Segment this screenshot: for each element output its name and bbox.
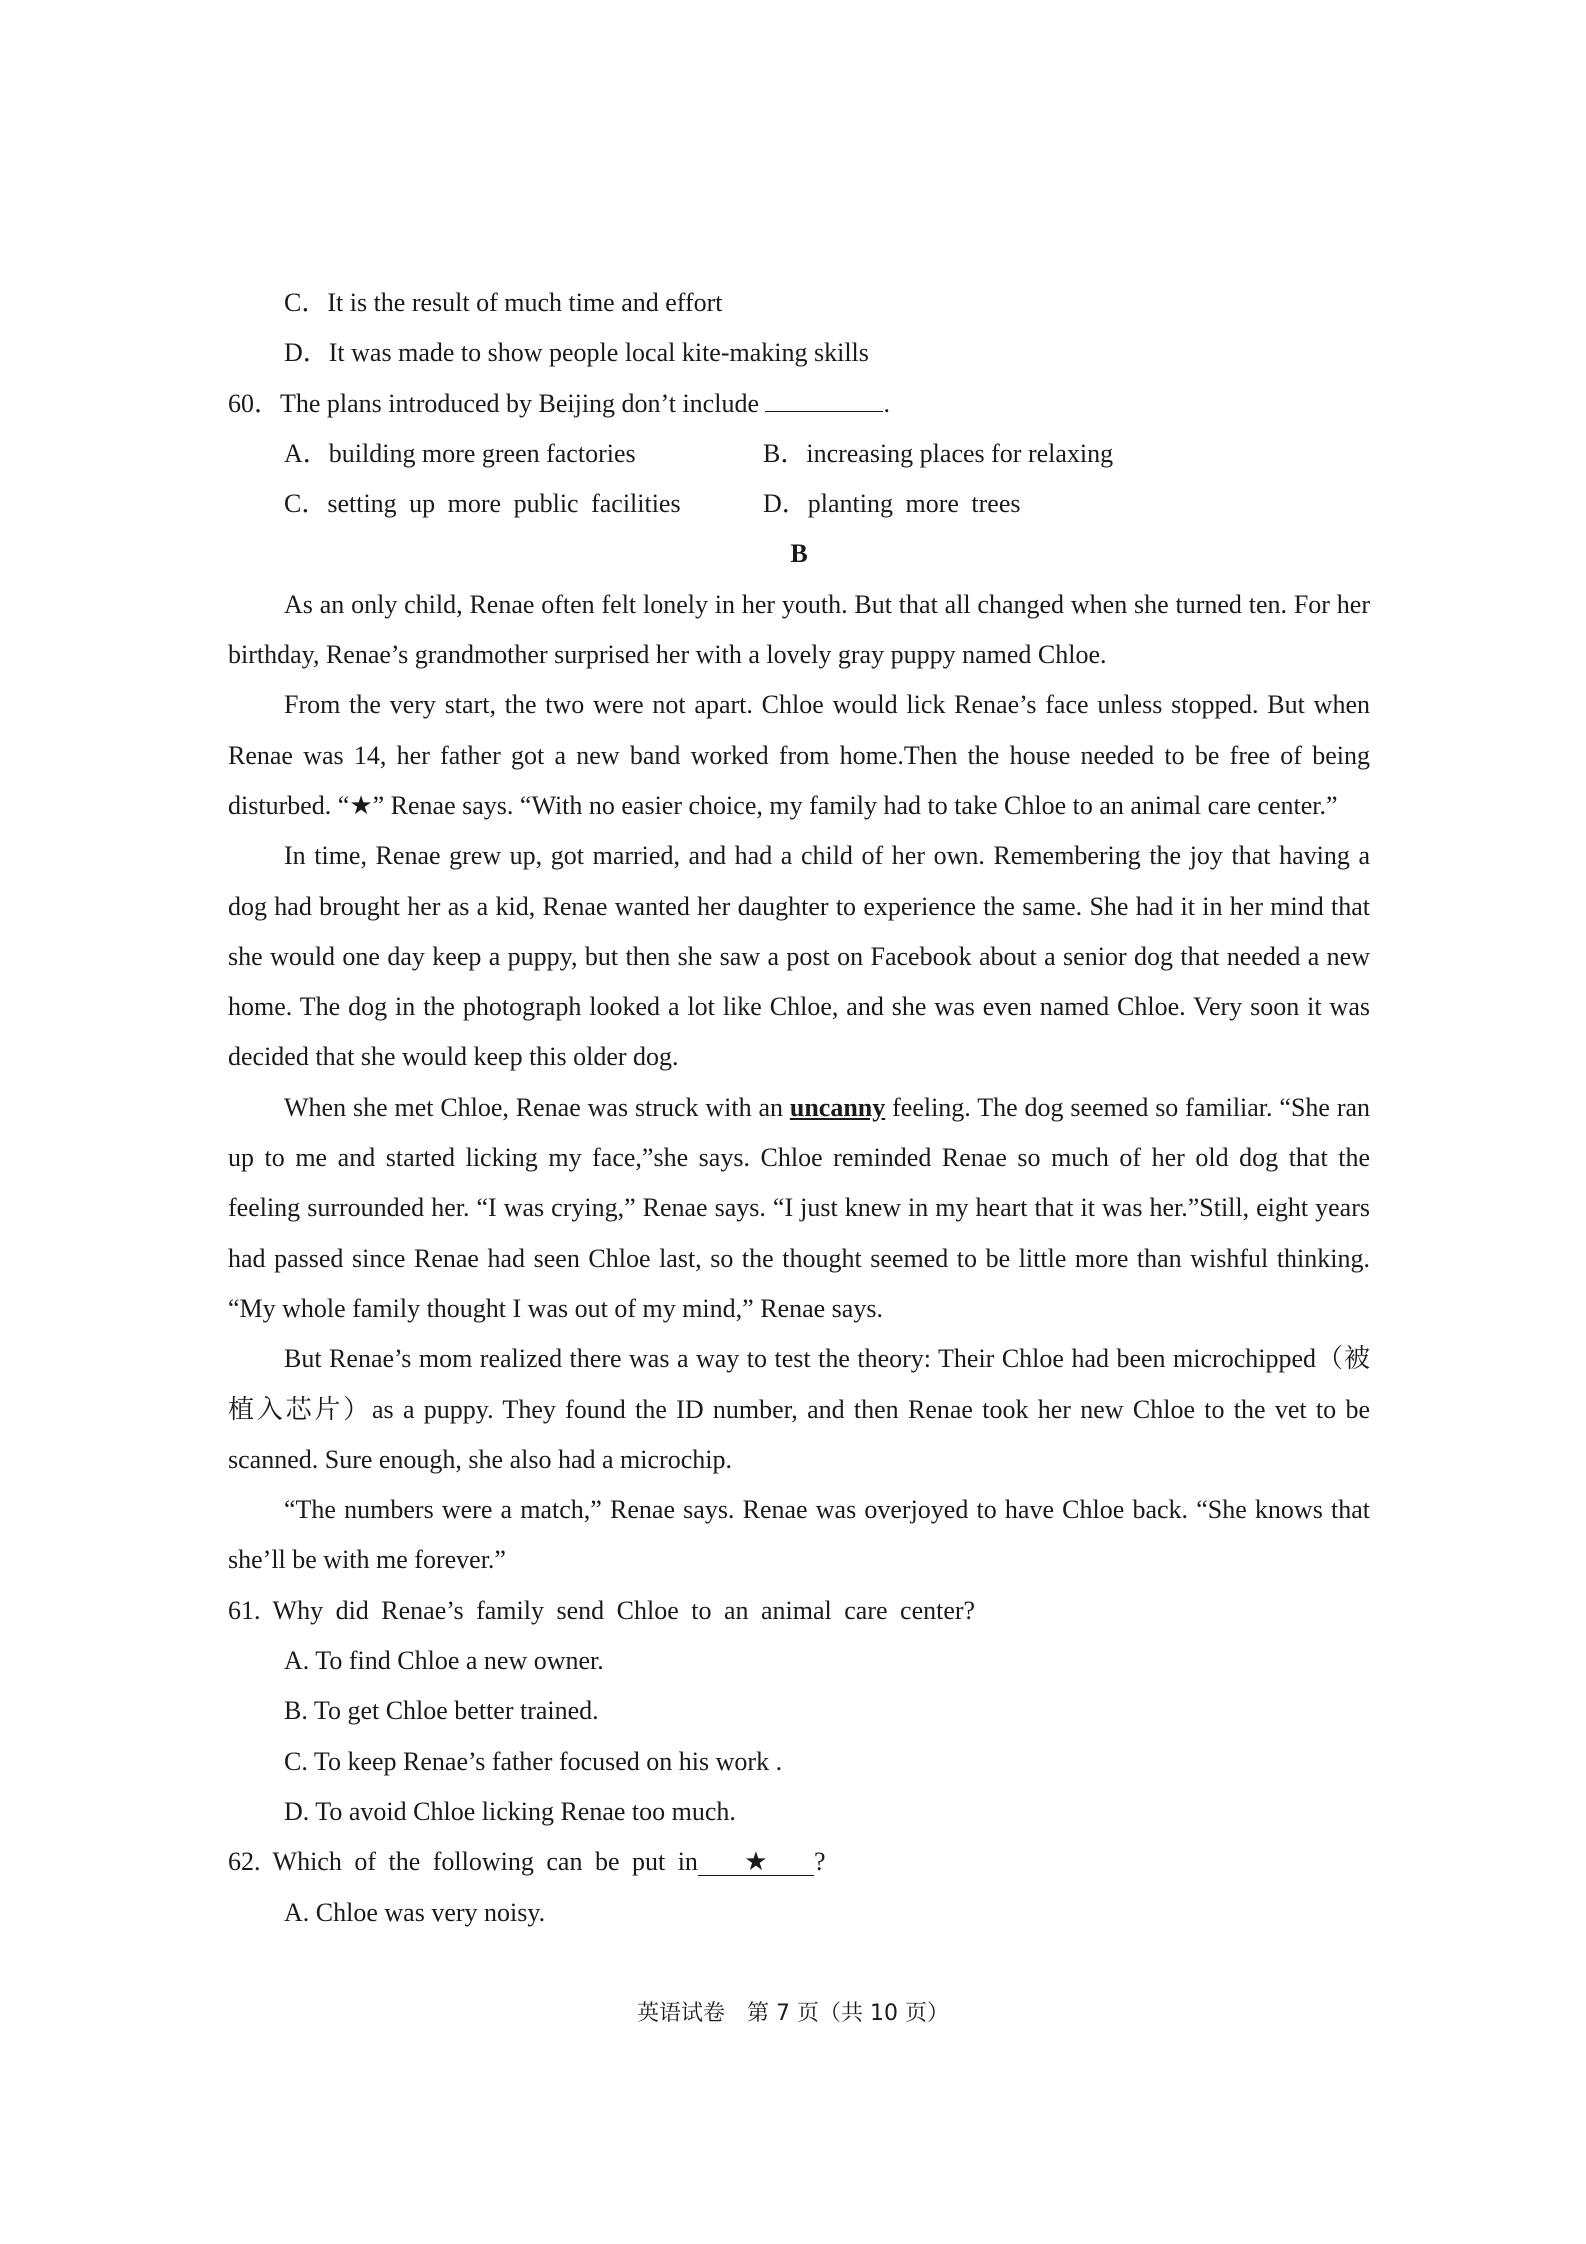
q60-option-c: C．setting up more public facilities — [284, 489, 681, 519]
q61-option-b: B. To get Chloe better trained. — [284, 1696, 599, 1726]
q60-options-row-2 — [228, 479, 1370, 529]
q59-option-c: C．It is the result of much time and effort — [284, 288, 723, 317]
q60-stem-text: 60．The plans introduced by Beijing don’t include — [228, 388, 766, 418]
q60-option-d: D．planting more trees — [763, 489, 1021, 519]
q62-stem — [228, 1837, 1370, 1887]
q60-stem — [228, 379, 1370, 429]
section-title: B — [790, 539, 808, 569]
passage-paragraph-3: In time, Renae grew up, got married, and had a child of her own. Remembering the joy that having a dog had brought her as a kid, Renae wanted her daughter to experience the same. She had it in her mind that she would one day keep a puppy, but then she saw a post on Facebook about a senior dog that needed a new home. The dog in the photograph looked a lot like Chloe, and she was even named Chloe. Very soon it was decided that she would keep this older dog. — [228, 841, 1370, 1072]
p4-text-after: feeling. The dog seemed so familiar. “She ran up to me and started licking my face,”she says. Chloe reminded Renae so much of her old dog that the feeling surrounded her. “I was crying,” Renae says. “I just knew in my heart that it was her.”Still, eight years had passed since Renae had seen Chloe last, so the thought seemed to be little more than wishful thinking. “My whole family thought I was out of my mind,” Renae says. — [228, 1092, 1371, 1323]
q60-options-row-1 — [228, 429, 1370, 479]
q59-option-d: D．It was made to show people local kite-making skills — [284, 338, 869, 368]
q62-stem-end: ? — [813, 1847, 826, 1877]
q61-stem: 61. Why did Renae’s family send Chloe to an animal care center? — [228, 1595, 976, 1625]
q62-option-a: A. Chloe was very noisy. — [284, 1897, 546, 1927]
answer-blank — [765, 389, 883, 412]
p2-text-before: From the very start, the two were not apart. Chloe would lick Renae’s face unless stopped. But when Renae was 14, her father got a new band worked from home.Then the house needed to be free of being disturbed. “ — [228, 690, 1370, 820]
q61-option-d: D. To avoid Chloe licking Renae too much. — [284, 1796, 736, 1826]
p4-text-before: When she met Chloe, Renae was struck with an — [284, 1092, 790, 1122]
passage-paragraph-6: “The numbers were a match,” Renae says. Renae was overjoyed to have Chloe back. “She knows that she’ll be with me forever.” — [228, 1495, 1370, 1575]
page-footer: 英语试卷 第 7 页（共 10 页） — [637, 2001, 949, 2026]
passage-paragraph-2 — [228, 680, 1370, 831]
q61-option-c: C. To keep Renae’s father focused on his work . — [284, 1746, 783, 1776]
p2-text-after: ” Renae says. “With no easier choice, my family had to take Chloe to an animal care center.” — [372, 790, 1338, 820]
q60-stem-end: . — [883, 388, 890, 418]
passage-paragraph-1: As an only child, Renae often felt lonely in her youth. But that all changed when she turned ten. For her birthday, Renae’s grandmother surprised her with a lovely gray puppy named Chloe. — [228, 589, 1370, 670]
star-icon: ★ — [349, 790, 373, 820]
exam-page — [228, 278, 1370, 1938]
star-icon: ★ — [698, 1849, 814, 1876]
q62-stem-text: 62. Which of the following can be put in — [228, 1847, 698, 1877]
underlined-word: uncanny — [789, 1092, 886, 1122]
passage-paragraph-5: But Renae’s mom realized there was a way to test the theory: Their Chloe had been microchipped（被植入芯片）as a puppy. They found the ID number, and then Renae took her new Chloe to the vet to be scanned. Sure enough, she also had a microchip. — [228, 1344, 1370, 1474]
q61-option-a: A. To find Chloe a new owner. — [284, 1646, 604, 1676]
q60-option-a: A．building more green factories — [284, 438, 636, 468]
q60-option-b: B．increasing places for relaxing — [763, 438, 1114, 468]
passage-paragraph-4 — [228, 1083, 1370, 1334]
